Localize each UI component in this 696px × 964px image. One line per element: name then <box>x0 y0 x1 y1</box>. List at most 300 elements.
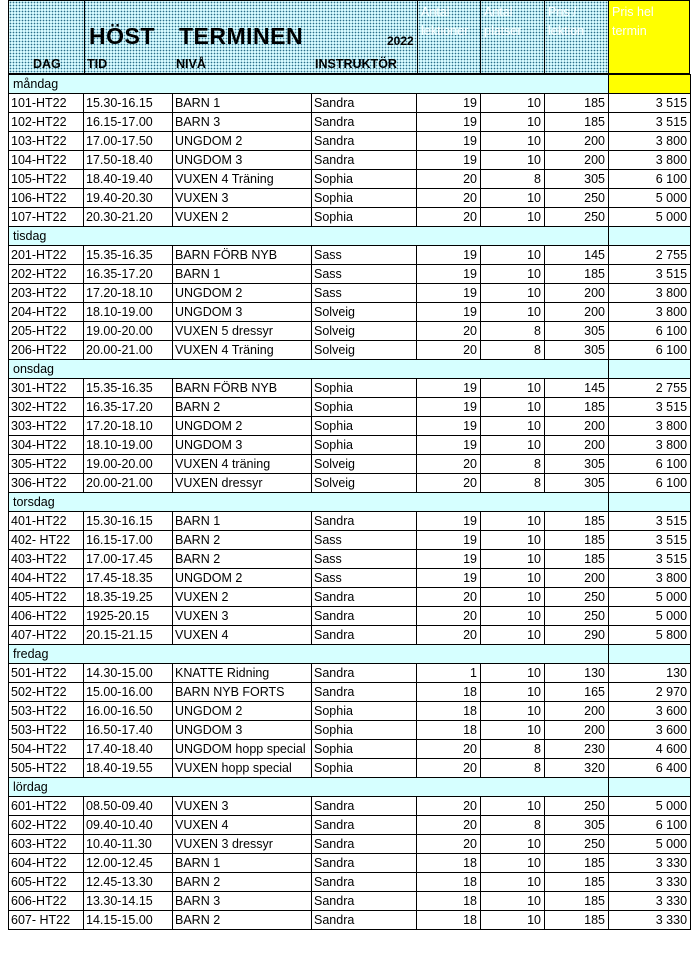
lesson-count-cell: 19 <box>417 531 481 550</box>
course-code-cell: 204-HT22 <box>9 303 84 322</box>
price-per-lesson-cell: 185 <box>545 550 609 569</box>
price-term-cell: 5 000 <box>609 797 691 816</box>
time-cell: 20.15-21.15 <box>84 626 173 645</box>
price-per-lesson-cell: 305 <box>545 455 609 474</box>
table-row <box>9 588 691 607</box>
table-row <box>9 702 691 721</box>
instructor-cell: Sandra <box>312 683 417 702</box>
lesson-count-cell: 19 <box>417 512 481 531</box>
price-per-lesson-cell: 250 <box>545 797 609 816</box>
table-row <box>9 911 691 930</box>
price-per-lesson-cell: 200 <box>545 702 609 721</box>
price-per-lesson-cell: 145 <box>545 246 609 265</box>
course-code-cell: 102-HT22 <box>9 113 84 132</box>
time-cell: 15.35-16.35 <box>84 246 173 265</box>
price-term-cell: 3 330 <box>609 854 691 873</box>
time-cell: 16.35-17.20 <box>84 398 173 417</box>
places-cell: 10 <box>481 911 545 930</box>
lesson-count-cell: 20 <box>417 322 481 341</box>
price-term-cell: 3 800 <box>609 132 691 151</box>
table-row <box>9 835 691 854</box>
title-terminen: TERMINEN <box>179 23 304 49</box>
lesson-count-cell: 20 <box>417 588 481 607</box>
price-term-cell: 3 330 <box>609 873 691 892</box>
course-code-cell: 302-HT22 <box>9 398 84 417</box>
price-per-lesson-cell: 185 <box>545 873 609 892</box>
table-row <box>9 303 691 322</box>
instructor-cell: Sandra <box>312 626 417 645</box>
day-label: lördag <box>9 778 609 797</box>
course-code-cell: 104-HT22 <box>9 151 84 170</box>
time-cell: 08.50-09.40 <box>84 797 173 816</box>
instructor-cell: Sandra <box>312 892 417 911</box>
time-cell: 15.35-16.35 <box>84 379 173 398</box>
course-code-cell: 306-HT22 <box>9 474 84 493</box>
places-cell: 10 <box>481 113 545 132</box>
lesson-count-cell: 18 <box>417 892 481 911</box>
course-code-cell: 202-HT22 <box>9 265 84 284</box>
table-row <box>9 94 691 113</box>
instructor-cell: Sophia <box>312 208 417 227</box>
price-term-cell: 2 755 <box>609 246 691 265</box>
lesson-count-cell: 20 <box>417 170 481 189</box>
places-cell: 8 <box>481 474 545 493</box>
price-per-lesson-cell: 145 <box>545 379 609 398</box>
table-row <box>9 284 691 303</box>
level-cell: BARN FÖRB NYB <box>173 246 312 265</box>
places-cell: 10 <box>481 208 545 227</box>
places-cell: 8 <box>481 341 545 360</box>
day-total-cell <box>609 360 691 379</box>
places-cell: 10 <box>481 797 545 816</box>
level-cell: UNGDOM 2 <box>173 417 312 436</box>
price-term-cell: 3 800 <box>609 417 691 436</box>
header-pris-termin: Pris hel termin <box>609 1 689 73</box>
table-row <box>9 151 691 170</box>
price-term-cell: 3 515 <box>609 94 691 113</box>
instructor-cell: Sandra <box>312 664 417 683</box>
level-cell: BARN 2 <box>173 398 312 417</box>
time-cell: 10.40-11.30 <box>84 835 173 854</box>
time-cell: 20.00-21.00 <box>84 341 173 360</box>
course-code-cell: 404-HT22 <box>9 569 84 588</box>
instructor-cell: Sophia <box>312 189 417 208</box>
lesson-count-cell: 20 <box>417 208 481 227</box>
places-cell: 10 <box>481 189 545 208</box>
time-cell: 18.35-19.25 <box>84 588 173 607</box>
instructor-cell: Sass <box>312 531 417 550</box>
level-cell: UNGDOM 3 <box>173 303 312 322</box>
price-term-cell: 6 100 <box>609 474 691 493</box>
places-cell: 10 <box>481 132 545 151</box>
table-row <box>9 474 691 493</box>
price-term-cell: 3 330 <box>609 892 691 911</box>
level-cell: UNGDOM 3 <box>173 436 312 455</box>
level-cell: VUXEN 3 <box>173 797 312 816</box>
price-term-cell: 5 000 <box>609 835 691 854</box>
price-term-cell: 6 100 <box>609 322 691 341</box>
places-cell: 10 <box>481 436 545 455</box>
lesson-count-cell: 18 <box>417 873 481 892</box>
price-term-cell: 6 100 <box>609 170 691 189</box>
day-row <box>9 645 691 664</box>
level-cell: VUXEN 5 dressyr <box>173 322 312 341</box>
table-row <box>9 626 691 645</box>
time-cell: 1925-20.15 <box>84 607 173 626</box>
lesson-count-cell: 19 <box>417 284 481 303</box>
level-cell: UNGDOM 3 <box>173 151 312 170</box>
day-row <box>9 360 691 379</box>
instructor-cell: Sandra <box>312 151 417 170</box>
time-cell: 19.00-20.00 <box>84 322 173 341</box>
instructor-cell: Sophia <box>312 417 417 436</box>
time-cell: 20.00-21.00 <box>84 474 173 493</box>
price-term-cell: 2 755 <box>609 379 691 398</box>
table-row <box>9 873 691 892</box>
instructor-cell: Sass <box>312 265 417 284</box>
instructor-cell: Sandra <box>312 113 417 132</box>
price-term-cell: 3 515 <box>609 512 691 531</box>
price-term-cell: 5 000 <box>609 588 691 607</box>
level-cell: BARN FÖRB NYB <box>173 379 312 398</box>
level-cell: VUXEN 2 <box>173 588 312 607</box>
table-row <box>9 208 691 227</box>
lesson-count-cell: 20 <box>417 626 481 645</box>
places-cell: 8 <box>481 322 545 341</box>
lesson-count-cell: 19 <box>417 132 481 151</box>
lesson-count-cell: 19 <box>417 113 481 132</box>
lesson-count-cell: 19 <box>417 265 481 284</box>
level-cell: BARN 1 <box>173 512 312 531</box>
level-cell: BARN 2 <box>173 531 312 550</box>
lesson-count-cell: 19 <box>417 550 481 569</box>
price-term-cell: 3 800 <box>609 284 691 303</box>
places-cell: 10 <box>481 626 545 645</box>
course-code-cell: 602-HT22 <box>9 816 84 835</box>
level-cell: BARN 2 <box>173 550 312 569</box>
time-cell: 12.45-13.30 <box>84 873 173 892</box>
places-cell: 10 <box>481 664 545 683</box>
price-per-lesson-cell: 130 <box>545 664 609 683</box>
time-cell: 18.10-19.00 <box>84 303 173 322</box>
price-term-cell: 5 800 <box>609 626 691 645</box>
price-term-cell: 3 515 <box>609 531 691 550</box>
level-cell: VUXEN 3 <box>173 189 312 208</box>
instructor-cell: Sandra <box>312 816 417 835</box>
instructor-cell: Solveig <box>312 341 417 360</box>
lesson-count-cell: 19 <box>417 94 481 113</box>
time-cell: 19.40-20.30 <box>84 189 173 208</box>
level-cell: VUXEN 2 <box>173 208 312 227</box>
course-code-cell: 603-HT22 <box>9 835 84 854</box>
places-cell: 10 <box>481 873 545 892</box>
price-per-lesson-cell: 250 <box>545 208 609 227</box>
lesson-count-cell: 19 <box>417 436 481 455</box>
places-cell: 10 <box>481 379 545 398</box>
price-term-cell: 5 000 <box>609 189 691 208</box>
lesson-count-cell: 19 <box>417 417 481 436</box>
lesson-count-cell: 20 <box>417 341 481 360</box>
price-per-lesson-cell: 185 <box>545 113 609 132</box>
instructor-cell: Sandra <box>312 607 417 626</box>
instructor-cell: Sass <box>312 284 417 303</box>
day-label: torsdag <box>9 493 609 512</box>
lesson-count-cell: 20 <box>417 455 481 474</box>
day-row <box>9 778 691 797</box>
price-term-cell: 6 400 <box>609 759 691 778</box>
level-cell: BARN 2 <box>173 911 312 930</box>
time-cell: 17.45-18.35 <box>84 569 173 588</box>
header-instruktor: INSTRUKTÖR <box>315 57 397 71</box>
price-per-lesson-cell: 185 <box>545 94 609 113</box>
table-row <box>9 797 691 816</box>
level-cell: BARN 3 <box>173 892 312 911</box>
course-code-cell: 501-HT22 <box>9 664 84 683</box>
level-cell: UNGDOM hopp special <box>173 740 312 759</box>
level-cell: VUXEN 3 <box>173 607 312 626</box>
table-row <box>9 341 691 360</box>
instructor-cell: Sandra <box>312 854 417 873</box>
time-cell: 17.50-18.40 <box>84 151 173 170</box>
course-code-cell: 305-HT22 <box>9 455 84 474</box>
price-term-cell: 3 800 <box>609 436 691 455</box>
price-term-cell: 5 000 <box>609 607 691 626</box>
table-row <box>9 455 691 474</box>
places-cell: 10 <box>481 854 545 873</box>
time-cell: 17.40-18.40 <box>84 740 173 759</box>
course-code-cell: 604-HT22 <box>9 854 84 873</box>
time-cell: 17.20-18.10 <box>84 284 173 303</box>
places-cell: 10 <box>481 303 545 322</box>
places-cell: 8 <box>481 816 545 835</box>
time-cell: 16.15-17.00 <box>84 113 173 132</box>
instructor-cell: Sophia <box>312 436 417 455</box>
table-row <box>9 379 691 398</box>
lesson-count-cell: 18 <box>417 721 481 740</box>
instructor-cell: Sophia <box>312 721 417 740</box>
course-code-cell: 206-HT22 <box>9 341 84 360</box>
table-row <box>9 683 691 702</box>
lesson-count-cell: 18 <box>417 702 481 721</box>
lesson-count-cell: 19 <box>417 379 481 398</box>
places-cell: 8 <box>481 740 545 759</box>
day-row <box>9 227 691 246</box>
course-code-cell: 606-HT22 <box>9 892 84 911</box>
instructor-cell: Sandra <box>312 797 417 816</box>
course-code-cell: 406-HT22 <box>9 607 84 626</box>
level-cell: VUXEN hopp special <box>173 759 312 778</box>
table-row <box>9 189 691 208</box>
time-cell: 18.10-19.00 <box>84 436 173 455</box>
course-code-cell: 103-HT22 <box>9 132 84 151</box>
level-cell: VUXEN 4 <box>173 626 312 645</box>
instructor-cell: Sophia <box>312 740 417 759</box>
level-cell: VUXEN dressyr <box>173 474 312 493</box>
level-cell: BARN 3 <box>173 113 312 132</box>
table-row <box>9 322 691 341</box>
price-per-lesson-cell: 305 <box>545 341 609 360</box>
price-term-cell: 3 515 <box>609 398 691 417</box>
time-cell: 17.00-17.50 <box>84 132 173 151</box>
places-cell: 10 <box>481 246 545 265</box>
price-per-lesson-cell: 200 <box>545 303 609 322</box>
header-antal-lektioner: Antal lektioner <box>417 1 481 73</box>
lesson-count-cell: 18 <box>417 911 481 930</box>
time-cell: 16.15-17.00 <box>84 531 173 550</box>
instructor-cell: Sandra <box>312 588 417 607</box>
price-per-lesson-cell: 200 <box>545 417 609 436</box>
course-code-cell: 106-HT22 <box>9 189 84 208</box>
table-row <box>9 436 691 455</box>
lesson-count-cell: 20 <box>417 474 481 493</box>
header-antal-platser: Antal platser <box>481 1 545 73</box>
time-cell: 14.15-15.00 <box>84 911 173 930</box>
table-row <box>9 854 691 873</box>
price-per-lesson-cell: 200 <box>545 721 609 740</box>
course-code-cell: 101-HT22 <box>9 94 84 113</box>
course-code-cell: 503-HT22 <box>9 721 84 740</box>
time-cell: 17.00-17.45 <box>84 550 173 569</box>
price-per-lesson-cell: 230 <box>545 740 609 759</box>
price-per-lesson-cell: 185 <box>545 531 609 550</box>
course-code-cell: 205-HT22 <box>9 322 84 341</box>
level-cell: UNGDOM 2 <box>173 569 312 588</box>
price-term-cell: 3 330 <box>609 911 691 930</box>
course-code-cell: 401-HT22 <box>9 512 84 531</box>
price-term-cell: 2 970 <box>609 683 691 702</box>
level-cell: VUXEN 4 Träning <box>173 341 312 360</box>
table-row <box>9 550 691 569</box>
day-total-cell <box>609 778 691 797</box>
course-code-cell: 504-HT22 <box>9 740 84 759</box>
time-cell: 15.00-16.00 <box>84 683 173 702</box>
price-term-cell: 3 800 <box>609 151 691 170</box>
instructor-cell: Sophia <box>312 702 417 721</box>
course-code-cell: 503-HT22 <box>9 702 84 721</box>
price-per-lesson-cell: 290 <box>545 626 609 645</box>
places-cell: 10 <box>481 284 545 303</box>
price-per-lesson-cell: 250 <box>545 835 609 854</box>
price-per-lesson-cell: 185 <box>545 398 609 417</box>
places-cell: 10 <box>481 892 545 911</box>
time-cell: 16.35-17.20 <box>84 265 173 284</box>
course-code-cell: 105-HT22 <box>9 170 84 189</box>
table-row <box>9 170 691 189</box>
table-row <box>9 740 691 759</box>
header-row <box>8 0 690 74</box>
price-term-cell: 3 600 <box>609 721 691 740</box>
lesson-count-cell: 19 <box>417 398 481 417</box>
lesson-count-cell: 20 <box>417 759 481 778</box>
day-label: onsdag <box>9 360 609 379</box>
price-term-cell: 130 <box>609 664 691 683</box>
level-cell: VUXEN 4 <box>173 816 312 835</box>
price-term-cell: 4 600 <box>609 740 691 759</box>
title-host: HÖST <box>89 23 155 49</box>
price-per-lesson-cell: 305 <box>545 170 609 189</box>
table-row <box>9 759 691 778</box>
places-cell: 10 <box>481 607 545 626</box>
price-term-cell: 3 515 <box>609 265 691 284</box>
table-row <box>9 398 691 417</box>
table-row <box>9 607 691 626</box>
price-term-cell: 5 000 <box>609 208 691 227</box>
level-cell: BARN 1 <box>173 854 312 873</box>
instructor-cell: Sandra <box>312 94 417 113</box>
price-term-cell: 6 100 <box>609 341 691 360</box>
price-per-lesson-cell: 200 <box>545 151 609 170</box>
lesson-count-cell: 19 <box>417 246 481 265</box>
lesson-count-cell: 20 <box>417 835 481 854</box>
price-per-lesson-cell: 185 <box>545 892 609 911</box>
places-cell: 10 <box>481 835 545 854</box>
instructor-cell: Sandra <box>312 512 417 531</box>
time-cell: 09.40-10.40 <box>84 816 173 835</box>
price-per-lesson-cell: 250 <box>545 189 609 208</box>
day-row <box>9 493 691 512</box>
level-cell: VUXEN 4 Träning <box>173 170 312 189</box>
places-cell: 10 <box>481 94 545 113</box>
price-per-lesson-cell: 250 <box>545 588 609 607</box>
places-cell: 10 <box>481 721 545 740</box>
price-term-cell: 6 100 <box>609 455 691 474</box>
instructor-cell: Sophia <box>312 759 417 778</box>
table-row <box>9 892 691 911</box>
table-row <box>9 664 691 683</box>
places-cell: 10 <box>481 398 545 417</box>
table-row <box>9 721 691 740</box>
instructor-cell: Sophia <box>312 379 417 398</box>
header-year: 2022 <box>387 34 414 48</box>
instructor-cell: Sass <box>312 569 417 588</box>
instructor-cell: Solveig <box>312 322 417 341</box>
table-row <box>9 132 691 151</box>
course-code-cell: 301-HT22 <box>9 379 84 398</box>
time-cell: 13.30-14.15 <box>84 892 173 911</box>
course-code-cell: 502-HT22 <box>9 683 84 702</box>
instructor-cell: Solveig <box>312 303 417 322</box>
price-per-lesson-cell: 185 <box>545 512 609 531</box>
schedule-table <box>8 74 691 930</box>
places-cell: 8 <box>481 170 545 189</box>
time-cell: 16.50-17.40 <box>84 721 173 740</box>
instructor-cell: Sass <box>312 550 417 569</box>
price-per-lesson-cell: 185 <box>545 911 609 930</box>
day-total-cell <box>609 493 691 512</box>
table-row <box>9 816 691 835</box>
lesson-count-cell: 19 <box>417 303 481 322</box>
price-per-lesson-cell: 200 <box>545 284 609 303</box>
lesson-count-cell: 20 <box>417 797 481 816</box>
price-term-cell: 3 515 <box>609 113 691 132</box>
instructor-cell: Sass <box>312 246 417 265</box>
table-row <box>9 246 691 265</box>
price-per-lesson-cell: 320 <box>545 759 609 778</box>
time-cell: 16.00-16.50 <box>84 702 173 721</box>
table-row <box>9 531 691 550</box>
time-cell: 19.00-20.00 <box>84 455 173 474</box>
level-cell: VUXEN 4 träning <box>173 455 312 474</box>
price-term-cell: 3 800 <box>609 303 691 322</box>
lesson-count-cell: 19 <box>417 569 481 588</box>
course-code-cell: 203-HT22 <box>9 284 84 303</box>
day-total-cell <box>609 227 691 246</box>
header-pris-lektion: Pris / lektion <box>545 1 609 73</box>
time-cell: 18.40-19.40 <box>84 170 173 189</box>
time-cell: 20.30-21.20 <box>84 208 173 227</box>
instructor-cell: Sophia <box>312 398 417 417</box>
price-term-cell: 3 800 <box>609 569 691 588</box>
